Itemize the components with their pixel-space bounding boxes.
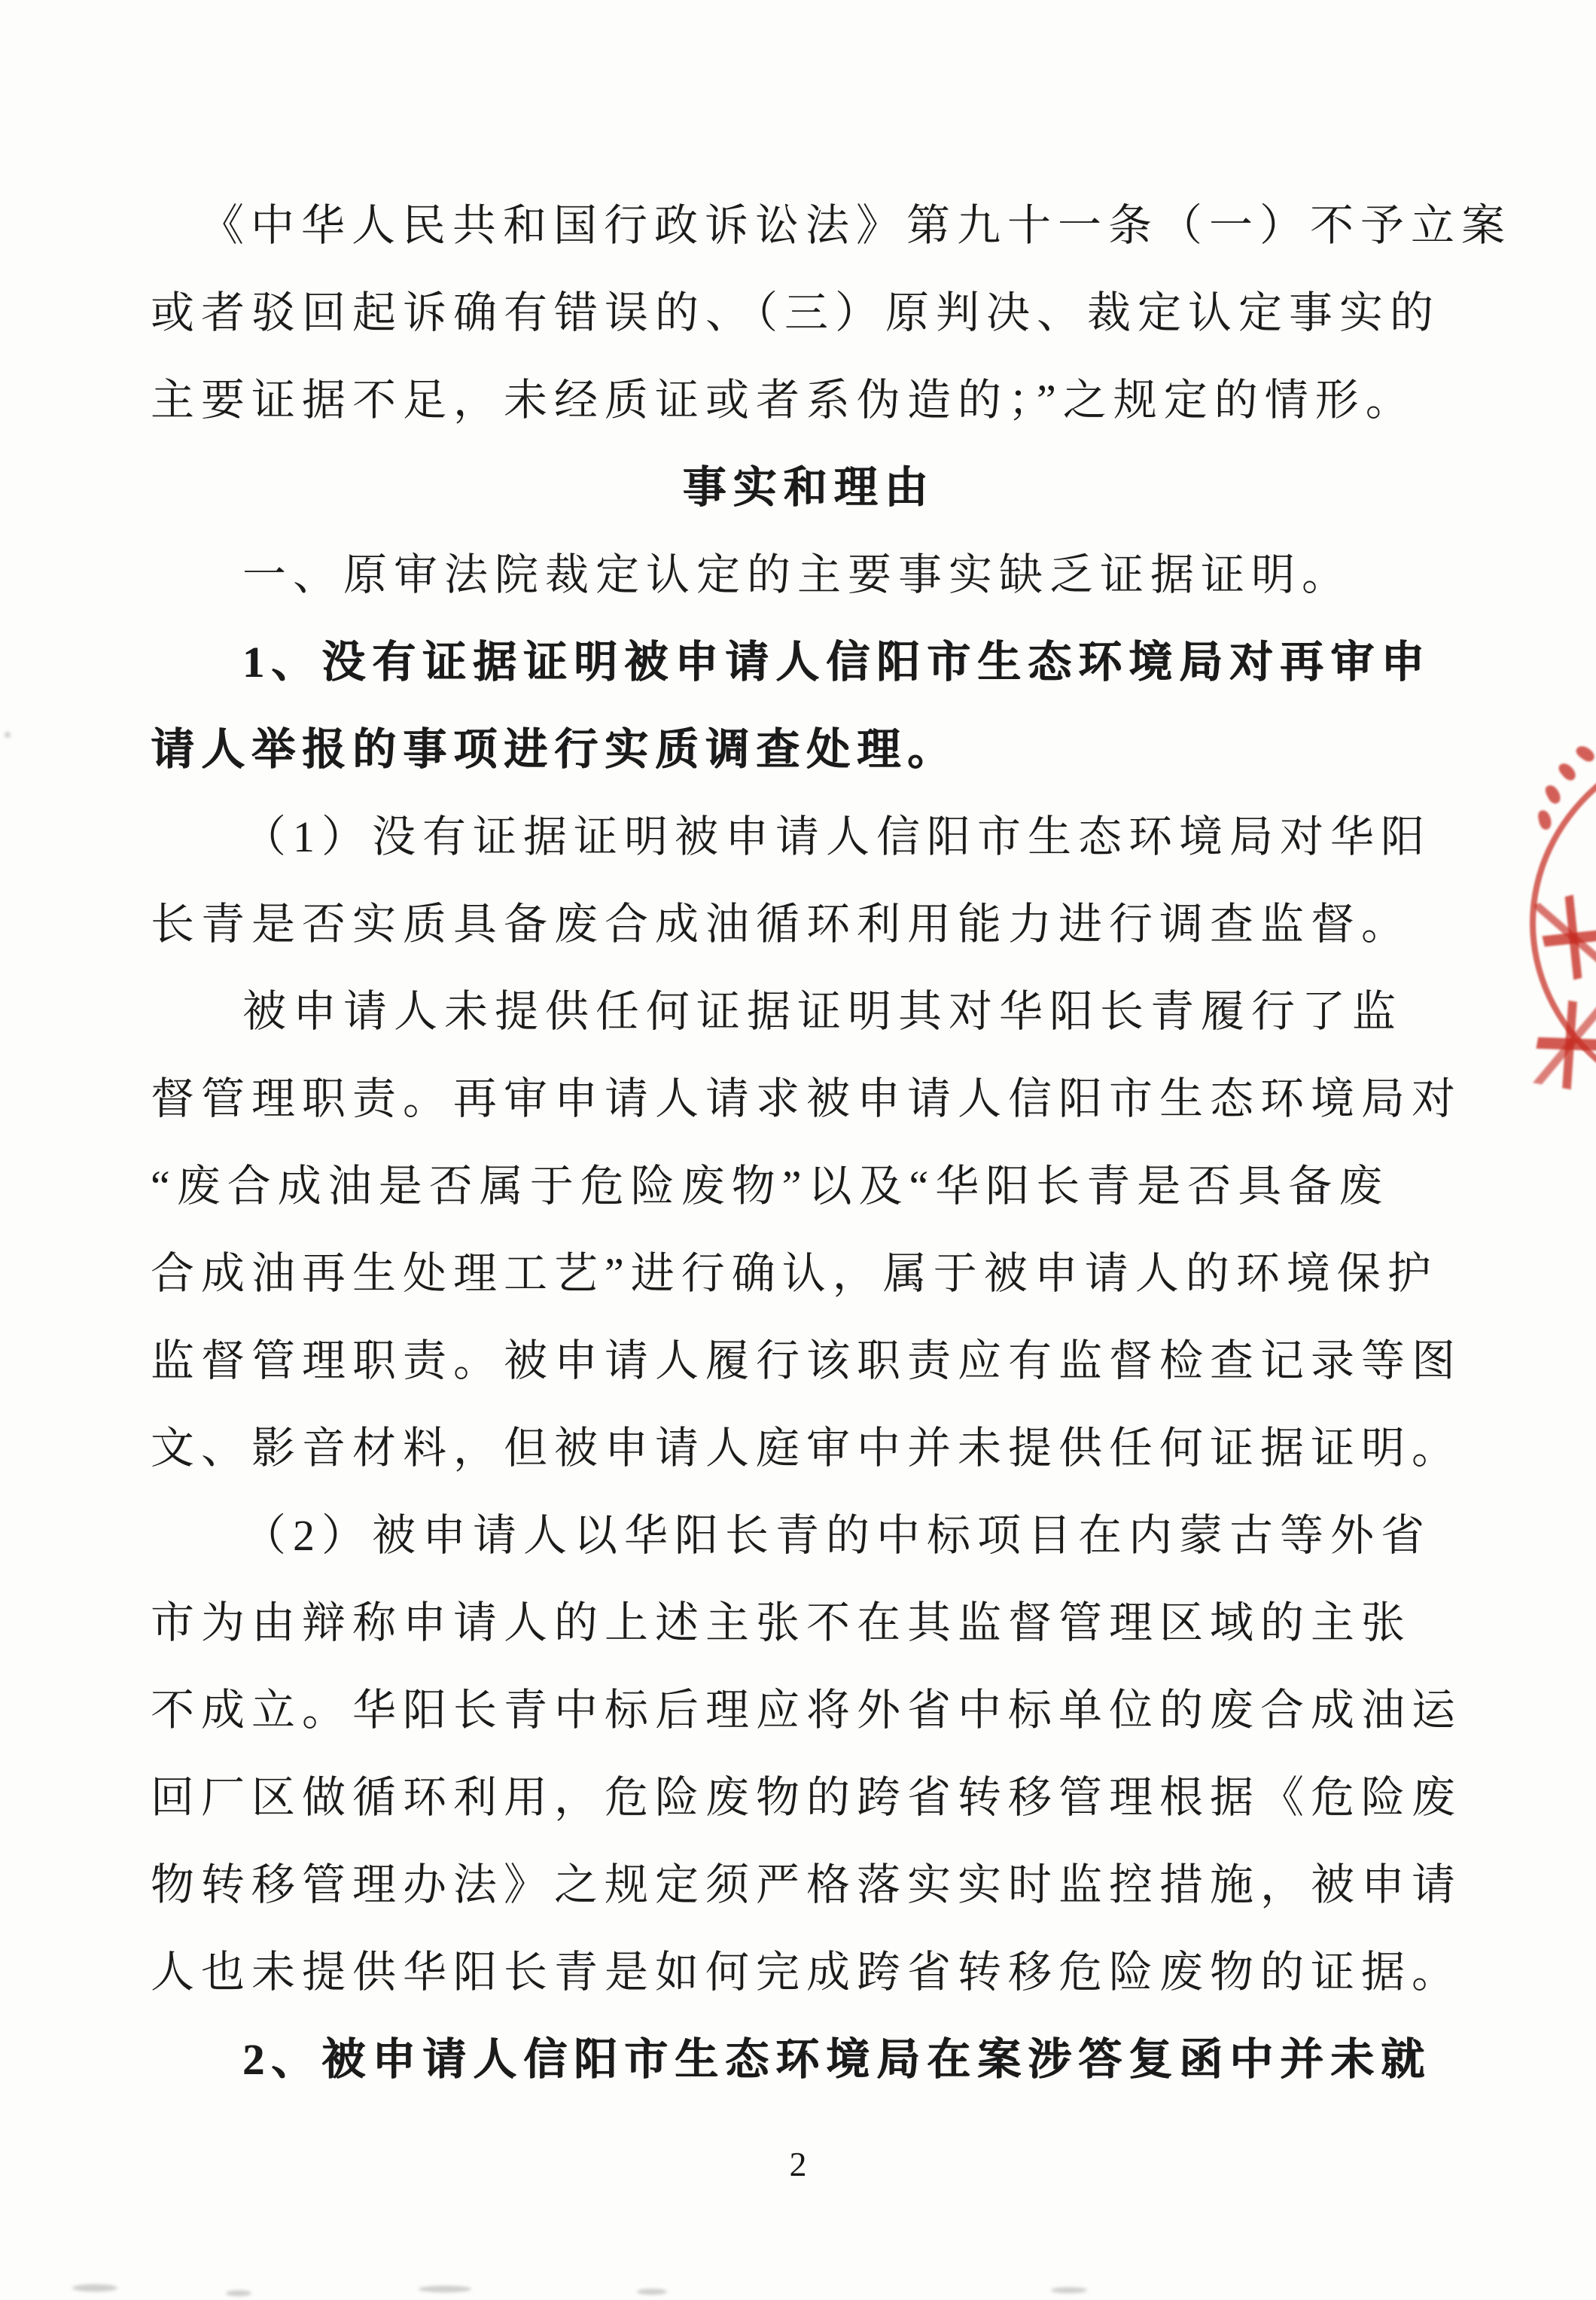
scan-artifact [637, 2289, 667, 2295]
seal-small-text-mark [1537, 809, 1552, 831]
text-line: 不成立。华阳长青中标后理应将外省中标单位的废合成油运 [151, 1686, 1463, 1735]
text-line: 市为由辩称申请人的上述主张不在其监督管理区域的主张 [151, 1598, 1412, 1647]
text-line: 《中华人民共和国行政诉讼法》第九十一条（一）不予立案 [200, 201, 1512, 250]
text-line: （2）被申请人以华阳长青的中标项目在内蒙古等外省 [242, 1511, 1432, 1560]
document-body [151, 182, 1512, 2104]
page-number: 2 [789, 2145, 807, 2183]
text-line: 1、没有证据证明被申请人信阳市生态环境局对再审申 [242, 638, 1432, 687]
seal-character-mark [1531, 996, 1596, 1093]
text-line: （1）没有证据证明被申请人信阳市生态环境局对华阳 [242, 812, 1432, 861]
text-line: 督管理职责。再审申请人请求被申请人信阳市生态环境局对 [151, 1074, 1463, 1123]
text-line: 长青是否实质具备废合成油循环利用能力进行调查监督。 [151, 900, 1412, 949]
scan-artifact [1051, 2287, 1087, 2293]
text-line: 被申请人未提供任何证据证明其对华阳长青履行了监 [242, 987, 1403, 1036]
text-line: 一、原审法院裁定认定的主要事实缺乏证据证明。 [242, 550, 1353, 599]
scan-artifact [226, 2290, 251, 2296]
text-line: 监督管理职责。被申请人履行该职责应有监督检查记录等图 [151, 1336, 1463, 1385]
seal-small-text-mark [1543, 783, 1563, 806]
text-line: 人也未提供华阳长青是如何完成跨省转移危险废物的证据。 [151, 1948, 1463, 1997]
text-line: 物转移管理办法》之规定须严格落实实时监控措施，被申请 [151, 1860, 1463, 1909]
seal-small-text-mark [1574, 743, 1596, 765]
text-line: “废合成油是否属于危险废物”以及“华阳长青是否具备废 [151, 1162, 1390, 1211]
text-line: 2、被申请人信阳市生态环境局在案涉答复函中并未就 [242, 2035, 1432, 2084]
text-line: 主要证据不足，未经质证或者系伪造的；”之规定的情形。 [151, 376, 1416, 425]
scan-artifact [72, 2284, 117, 2292]
text-line: 回厂区做循环利用，危险废物的跨省转移管理根据《危险废 [151, 1773, 1463, 1822]
text-line: 请人举报的事项进行实质调查处理。 [151, 725, 958, 774]
scan-artifact [5, 732, 11, 738]
text-line: 或者驳回起诉确有错误的、（三）原判决、裁定认定事实的 [151, 288, 1441, 337]
section-heading: 事实和理由 [682, 463, 935, 512]
seal-small-text-mark [1557, 760, 1579, 783]
text-line: 合成油再生处理工艺”进行确认，属于被申请人的环境保护 [151, 1249, 1438, 1298]
scan-artifact [419, 2286, 471, 2292]
text-line: 文、影音材料，但被申请人庭审中并未提供任何证据证明。 [151, 1424, 1463, 1473]
